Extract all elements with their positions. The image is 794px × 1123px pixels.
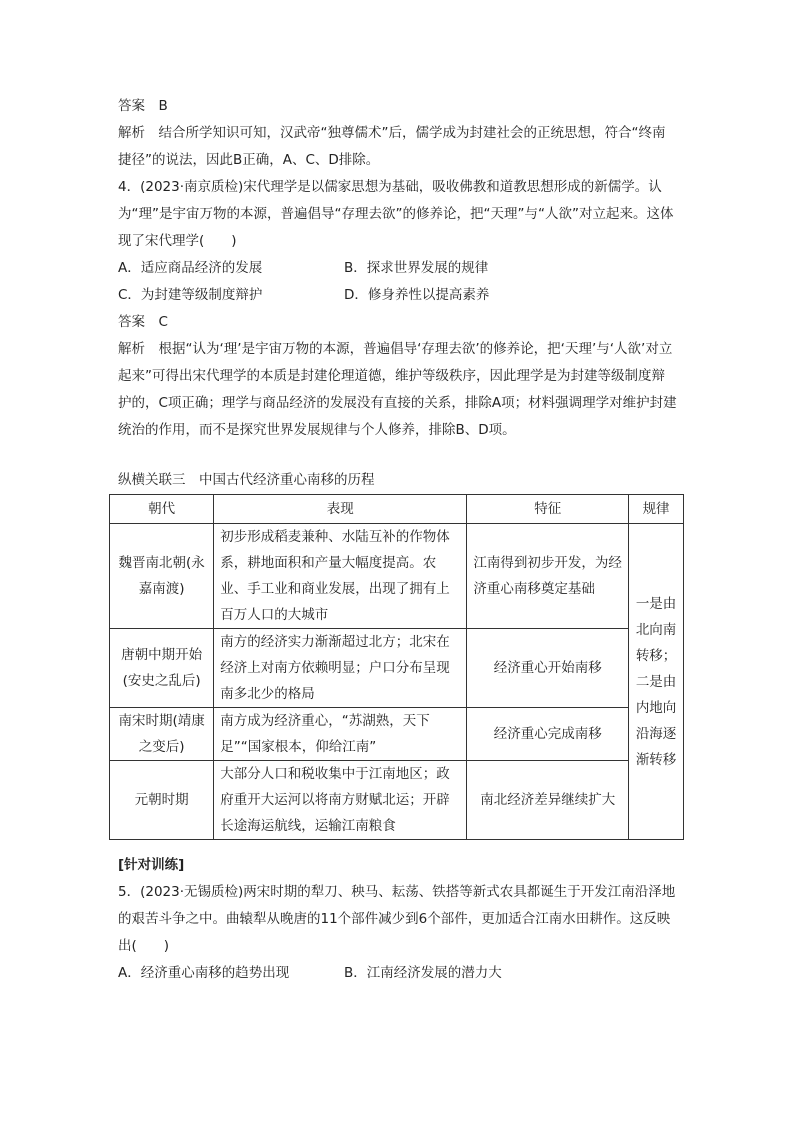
header-dynasty: 朝代 (110, 495, 214, 524)
q4-analysis: 解析 根据“认为‘理’是宇宙万物的本源，普遍倡导‘存理去欲’的修养论，把‘天理’与‘人欲’对立起来”可得出宋代理学的本质是封建伦理道德，维护等级秩序，因此理学是为封建等级制度辩护的，C项正确；理学与商品经济的发展没有直接的关系，排除A项；材料强调理学对维护封建统治的作用，而不是探究世界发展规律与个人修养，排除B、D项。 (118, 341, 677, 438)
rule-cell: 一是由北向南转移；二是由内地向沿海逐渐转移 (629, 524, 684, 840)
table-row (110, 629, 684, 708)
q5-option-b: B．江南经济发展的潜力大 (344, 965, 502, 981)
dynasty-cell: 魏晋南北朝(永嘉南渡) (110, 524, 214, 629)
table-row (110, 761, 684, 840)
document-page (118, 93, 678, 987)
q5-options (118, 960, 678, 987)
q4-option-a: A．适应商品经济的发展 (118, 260, 263, 276)
q4-options (118, 255, 678, 309)
q4-option-d: D．修身养性以提高素养 (344, 287, 490, 303)
dynasty-cell: 唐朝中期开始(安史之乱后) (110, 629, 214, 708)
dynasty-cell: 南宋时期(靖康之变后) (110, 708, 214, 761)
performance-cell: 南方成为经济重心，“苏湖熟，天下足”“国家根本，仰给江南” (214, 708, 467, 761)
table-row (110, 708, 684, 761)
dynasty-cell: 元朝时期 (110, 761, 214, 840)
q4-option-b: B．探求世界发展的规律 (344, 260, 489, 276)
practice-label: [针对训练] (118, 857, 185, 873)
table-header-row (110, 495, 684, 524)
header-feature: 特征 (467, 495, 629, 524)
q5-option-a: A．经济重心南移的趋势出现 (118, 965, 290, 981)
q4-stem: 4．(2023·南京质检)宋代理学是以儒家思想为基础，吸收佛教和道教思想形成的新儒学。认为“理”是宇宙万物的本源，普遍倡导“存理去欲”的修养论，把“天理”与“人欲”对立起来。这体现了宋代理学( ) (118, 179, 674, 249)
header-performance: 表现 (214, 495, 467, 524)
q5-stem: 5．(2023·无锡质检)两宋时期的犁刀、秧马、耘荡、铁搭等新式农具都诞生于开发江南沿泽地的艰苦斗争之中。曲辕犁从晚唐的11个部件减少到6个部件，更加适合江南水田耕作。这反映出( ) (118, 884, 676, 954)
feature-cell: 南北经济差异继续扩大 (467, 761, 629, 840)
q4-option-c: C．为封建等级制度辩护 (118, 287, 263, 303)
performance-cell: 大部分人口和税收集中于江南地区；政府重开大运河以将南方财赋北运；开辟长途海运航线，运输江南粮食 (214, 761, 467, 840)
performance-cell: 初步形成稻麦兼种、水陆互补的作物体系，耕地面积和产量大幅度提高。农业、手工业和商业发展，出现了拥有上百万人口的大城市 (214, 524, 467, 629)
table-row (110, 524, 684, 629)
section-title: 纵横关联三 中国古代经济重心南移的历程 (118, 472, 375, 488)
feature-cell: 经济重心完成南移 (467, 708, 629, 761)
q3-analysis: 解析 结合所学知识可知，汉武帝“独尊儒术”后，儒学成为封建社会的正统思想，符合“终南捷径”的说法，因此B正确，A、C、D排除。 (118, 125, 666, 168)
feature-cell: 江南得到初步开发，为经济重心南移奠定基础 (467, 524, 629, 629)
economy-table (109, 494, 684, 840)
q3-answer: 答案 B (118, 98, 168, 114)
q4-answer: 答案 C (118, 314, 168, 330)
feature-cell: 经济重心开始南移 (467, 629, 629, 708)
performance-cell: 南方的经济实力渐渐超过北方；北宋在经济上对南方依赖明显；户口分布呈现南多北少的格局 (214, 629, 467, 708)
header-rule: 规律 (629, 495, 684, 524)
